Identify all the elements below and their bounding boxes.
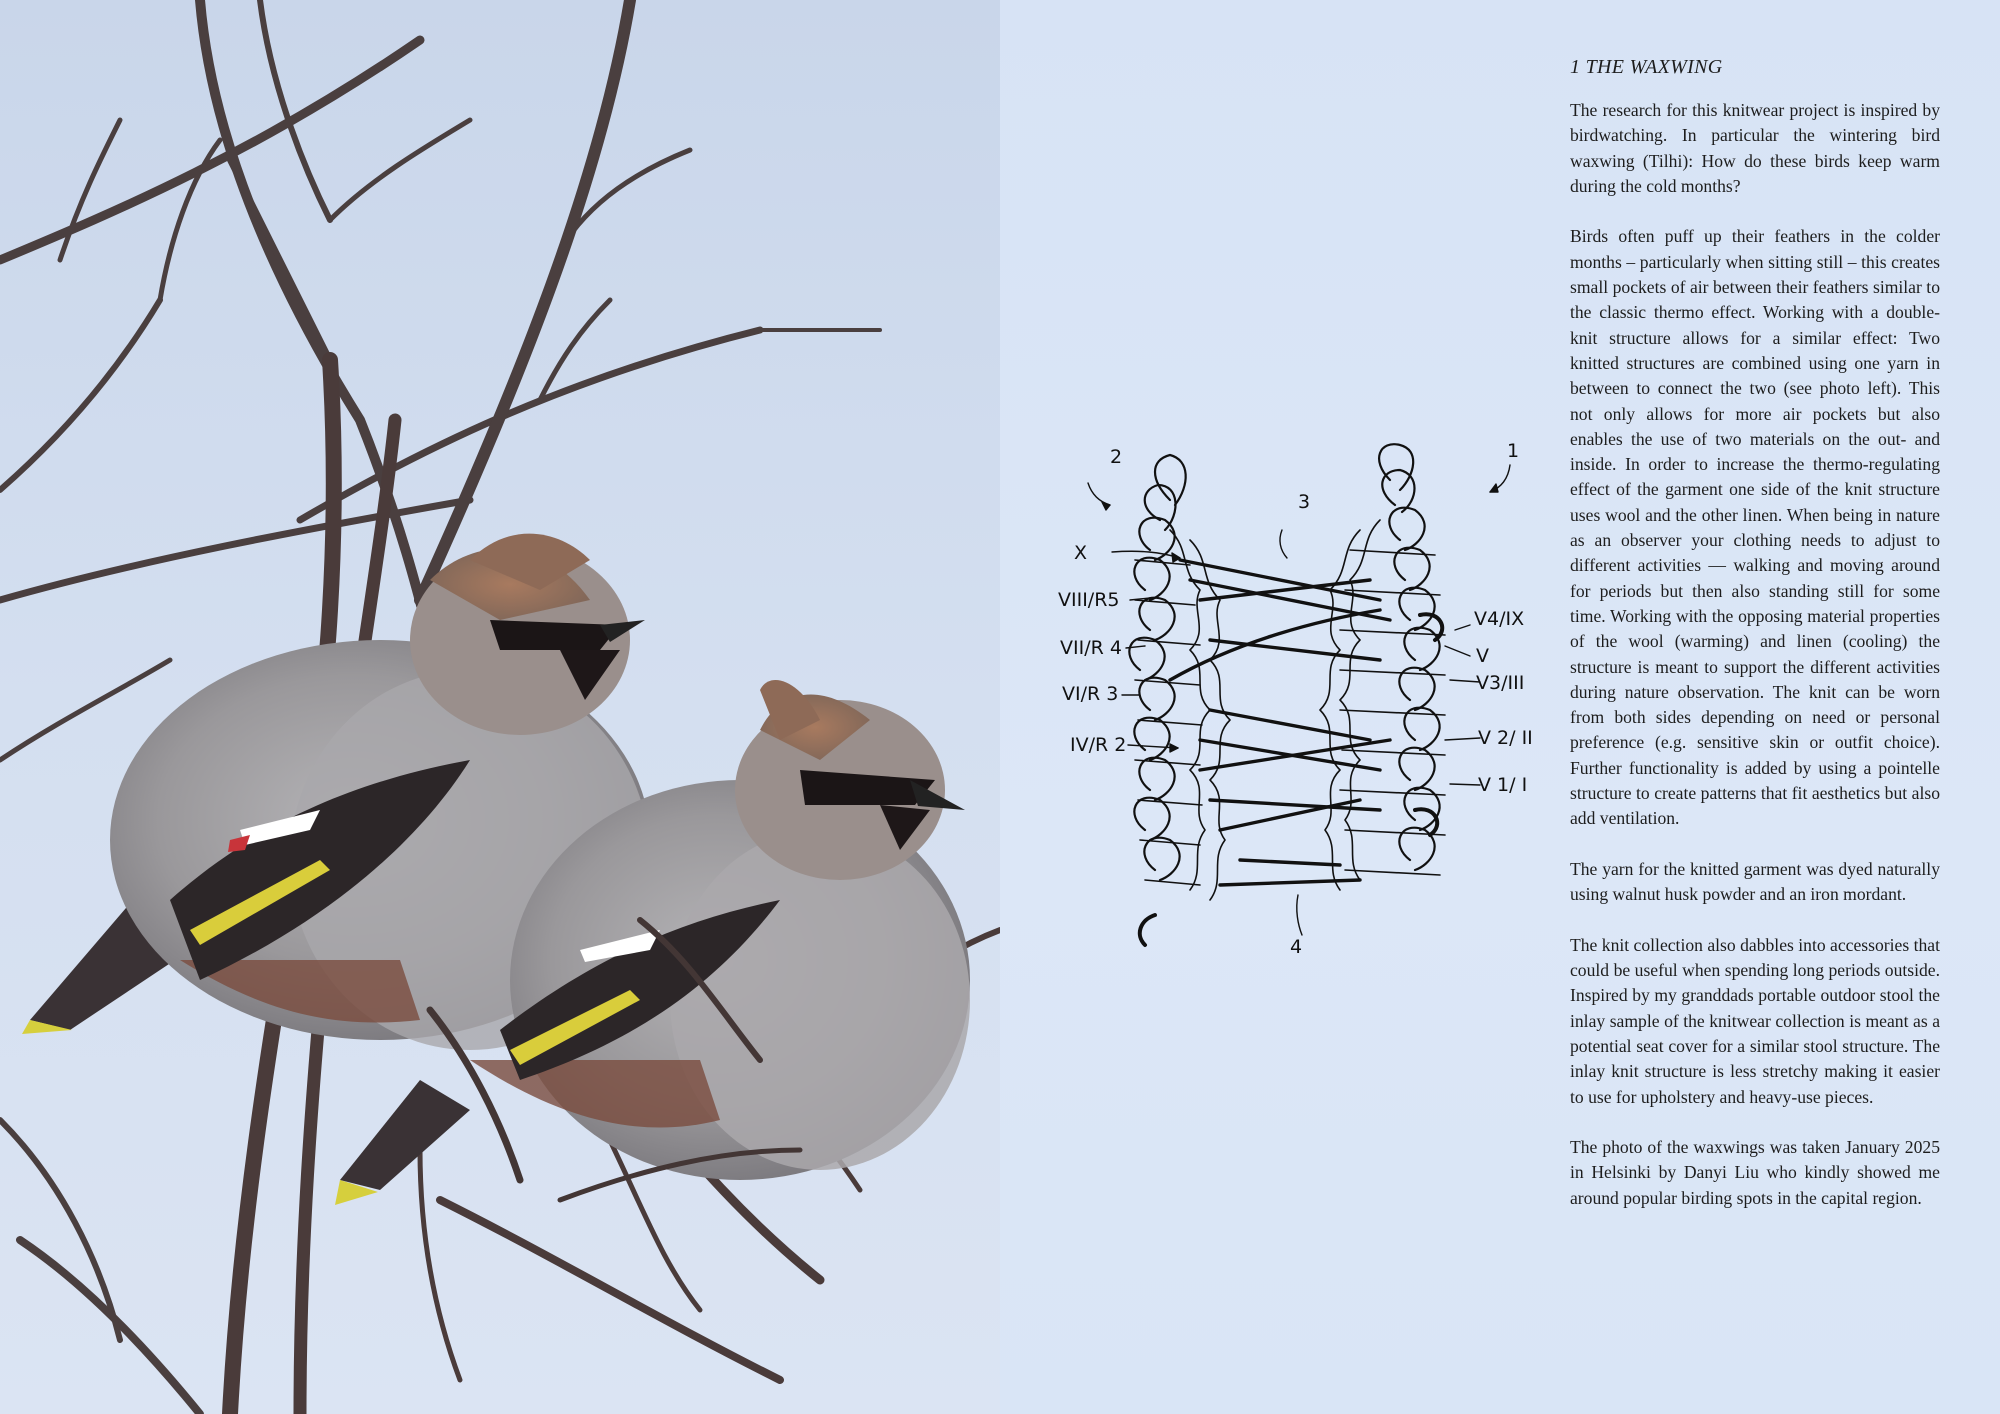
diagram-left-label-4: VI/R 3 — [1062, 683, 1119, 705]
section-heading: 1 THE WAXWING — [1570, 56, 1723, 78]
paragraph-photo-credit: The photo of the waxwings was taken January 2025 in Helsinki by Danyi Liu who kindly showed me around popular birding spots in the capital region. — [1570, 1137, 1940, 1208]
diagram-label-3: 3 — [1298, 491, 1311, 513]
diagram-left-label-1: X — [1074, 542, 1088, 564]
text-column — [1570, 50, 1940, 1236]
diagram-left-label-5: IV/R 2 — [1070, 734, 1127, 756]
diagram-left-label-3: VII/R 4 — [1060, 637, 1122, 659]
knit-structure-diagram — [1040, 440, 1540, 960]
paragraph-accessories: The knit collection also dabbles into accessories that could be useful when spending long periods outside. Inspired by my granddads portable outdoor stool the inlay sample of the knitwear collection is meant as a potential seat cover for a similar stool structure. The inlay knit structure is less stretchy making it easier to use for upholstery and heavy-use pieces. — [1570, 934, 1940, 1107]
paragraph-dye: The yarn for the knitted garment was dyed naturally using walnut husk powder and an iron mordant. — [1570, 858, 1940, 905]
diagram-right-label-2: V — [1476, 645, 1489, 667]
paragraph-intro: The research for this knitwear project is inspired by birdwatching. In particular the wintering bird waxwing (Tilhi): How do these birds keep warm during the cold months? — [1570, 100, 1940, 196]
diagram-label-4: 4 — [1290, 936, 1303, 958]
diagram-right-label-1: V4/IX — [1474, 608, 1525, 630]
diagram-label-1: 1 — [1507, 440, 1520, 462]
diagram-left-label-2: VIII/R5 — [1058, 589, 1120, 611]
diagram-right-label-4: V 2/ II — [1478, 727, 1533, 749]
diagram-right-label-3: V3/III — [1476, 672, 1525, 694]
diagram-right-label-5: V 1/ I — [1478, 774, 1528, 796]
paragraph-double-knit: Birds often puff up their feathers in the colder months – particularly when sitting still – this creates small pockets of air between their feathers similar to the classic thermo effect. Working with a double-knit structure allows for a similar effect: Two knitted structures are combined using one yarn in between to connect the two (see photo left). This not only allows for more air pockets but also enables the use of two materials on the out- and inside. In order to increase the thermo-regulating effect of the garment one side of the knit structure uses wool and the other linen. When being in nature as an observer your clothing needs to adjust to different activities — walking and moving around for periods but then also standing still for some time. Working with the opposing material properties of the wool (warming) and linen (cooling) the structure is meant to support the different activities during nature observation. The knit can be worn from both sides depending on need or personal preference (e.g. sensitive skin or outfit choice). Further functionality is added by using a pointelle structure to create patterns that fit aesthetics but also add ventilation. — [1570, 226, 1940, 829]
diagram-label-2: 2 — [1110, 446, 1123, 468]
